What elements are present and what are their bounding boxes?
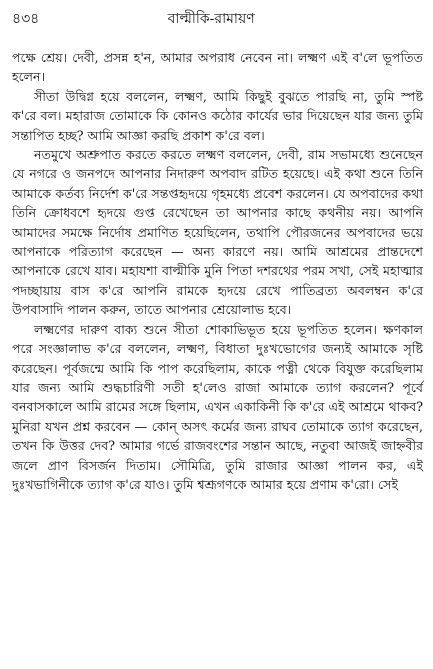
page-header <box>12 10 423 32</box>
paragraph: লক্ষ্মণের দারুণ বাক্য শুনে সীতা শোকাভিভূত হয়ে ভূপতিত হলেন। ক্ষণকাল পরে সংজ্ঞালাভ ক'রে বললেন, লক্ষ্মণ, বিধাতা দুঃখভোগের জন্যই আমাকে সৃষ্টি করেছেন। পূর্বজন্মে আমি কি পাপ করেছিলাম, কাকে পত্নী থেকে বিযুক্ত করেছিলাম যার জন্য আমি শুদ্ধচারিণী সতী হ'লেও রাজা আমাকে ত্যাগ করলেন? পূর্বে বনবাসকালে আমি রামের সঙ্গে ছিলাম, এখন একাকিনী কি ক'রে এই আশ্রমে থাকব? মুনিরা যখন প্রশ্ন করবেন — কোন্ অসৎ কর্মের জন্য রাঘব তোমাকে ত্যাগ করেছেন, তখন কি উত্তর দেব? আমার গর্ভে রাজবংশের সন্তান আছে, নতুবা আজই জাহ্নবীর জলে প্রাণ বিসর্জন দিতাম। সৌমিত্রি, তুমি রাজার আজ্ঞা পালন কর, এই দুঃখভাগিনীকে ত্যাগ ক'রে যাও। তুমি শ্বশ্রূগণকে আমার হয়ে প্রণাম ক'রো। সেই <box>12 321 423 492</box>
page-body <box>12 48 423 494</box>
page-number: ৪৩৪ <box>12 11 40 27</box>
running-title: বাল্মীকি-রামায়ণ <box>167 11 255 27</box>
paragraph: নতমুখে অশ্রুপাত করতে করতে লক্ষ্মণ বললেন, দেবী, রাম সভামধ্যে শুনেছেন যে নগরে ও জনপদে আপনার নিদারুণ অপবাদ রটিত হয়েছে। এই কথা শুনে তিনি আমাকে কর্তব্য নির্দেশ ক'রে সন্তপ্তহৃদয়ে গৃহমধ্যে প্রবেশ করলেন। যে অপবাদের কথা তিনি ক্রোধবশে হৃদয়ে গুপ্ত রেখেছেন তা আপনার কাছে কথনীয় নয়। আপনি আমাদের সমক্ষে নির্দোষ প্রমাণিত হয়েছিলেন, তথাপি পৌরজনের অপবাদের ভয়ে আপনাকে পরিত্যাগ করেছেন — অন্য কারণে নয়। আমি আশ্রমের প্রান্তদেশে আপনাকে রেখে যাব। মহাযশা বাল্মীকি মুনি পিতা দশরথের পরম সখা, সেই মহাত্মার পদচ্ছায়ায় বাস ক'রে আপনি রামকে হৃদয়ে রেখে পাতিব্রত্য অবলম্বন ক'রে উপবাসাদি পালন করুন, তাতে আপনার শ্রেয়োলাভ হবে। <box>12 147 423 318</box>
paragraph: পক্ষে শ্রেয়। দেবী, প্রসন্ন হ'ন, আমার অপরাধ নেবেন না। লক্ষ্মণ এই ব'লে ভূপতিত হলেন। <box>12 50 423 85</box>
paragraph: সীতা উদ্বিগ্ন হয়ে বললেন, লক্ষ্মণ, আমি কিছুই বুঝতে পারছি না, তুমি স্পষ্ট ক'রে বল। মহারাজ তোমাকে কি কোনও কঠোর কার্যের ভার দিয়েছেন যার জন্য তুমি সন্তাপিত হচ্ছ? আমি আজ্ঞা করছি প্রকাশ ক'রে বল। <box>12 88 423 143</box>
